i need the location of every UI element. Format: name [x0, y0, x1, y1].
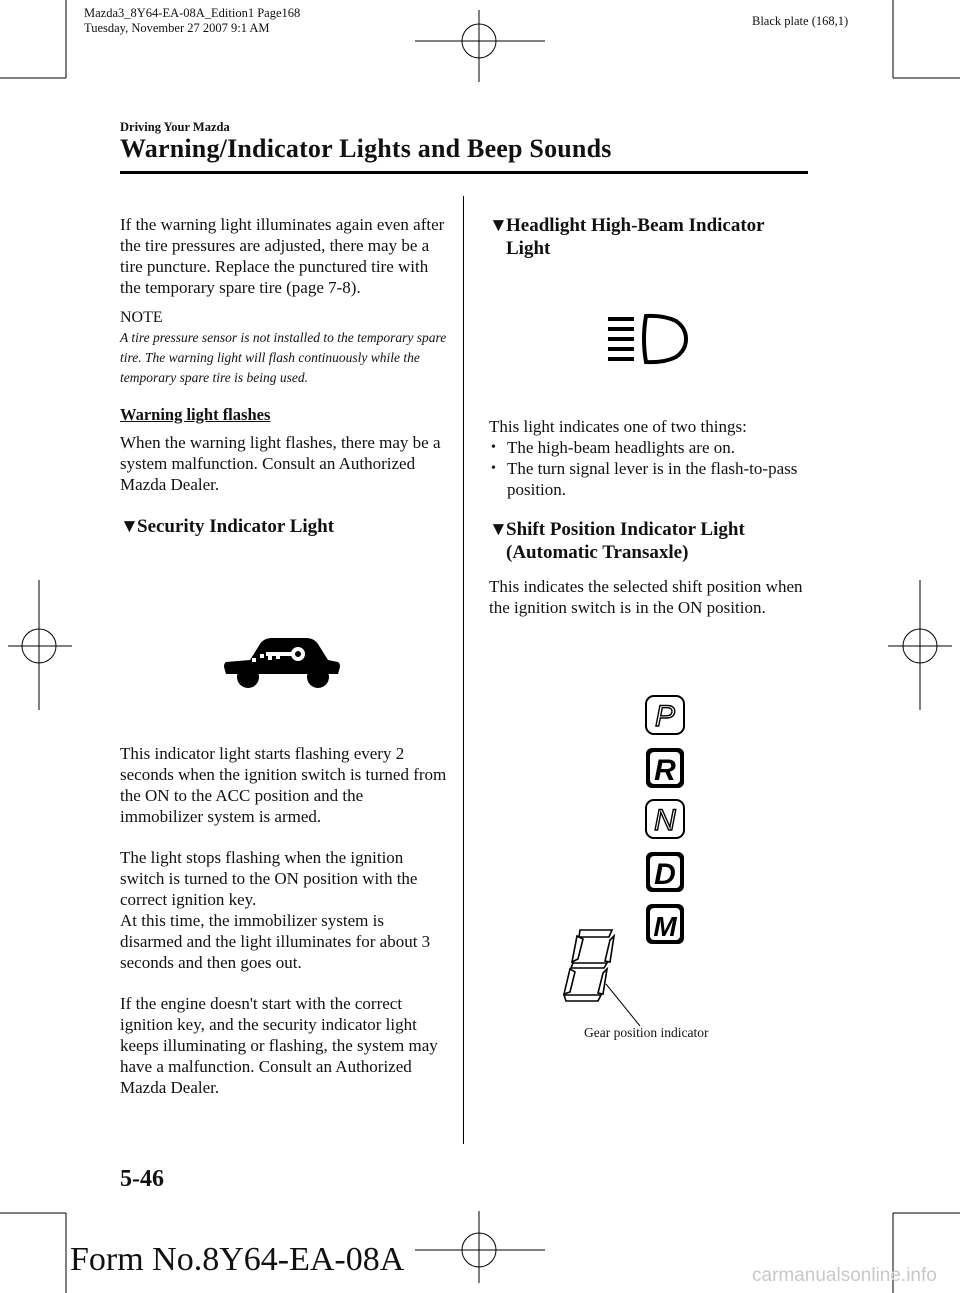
triangle-bullet-icon: ▼ — [120, 516, 139, 537]
security-paragraph-2a: The light stops flashing when the ignition switch is turned to the ON position with the correct ignition key. — [120, 848, 418, 909]
security-body — [120, 743, 450, 1098]
page-number: 5-46 — [120, 1166, 164, 1192]
flash-heading: Warning light flashes — [120, 405, 271, 424]
beam-heading — [489, 214, 807, 260]
leader-line — [606, 984, 640, 1026]
file-info — [84, 6, 300, 36]
triangle-bullet-icon: ▼ — [489, 215, 508, 236]
security-car-icon — [222, 632, 342, 690]
intro-paragraph: If the warning light illuminates again even after the tire pressures are adjusted, there may be a tire puncture. Replace the punctured tire with the temporary spare tire (page 7-8). — [120, 215, 445, 297]
gear-m-letter: M — [653, 911, 677, 942]
gear-d-indicator — [646, 852, 684, 892]
gear-position-label: Gear position indicator — [584, 1025, 709, 1040]
beam-heading-line-1: Headlight High-Beam Indicator — [506, 215, 765, 236]
security-paragraph-2b: At this time, the immobilizer system is disarmed and the light illuminates for about 3 seconds and then goes out. — [120, 911, 431, 972]
seven-segment-indicator — [564, 930, 614, 1001]
shift-heading-line-2: (Automatic Transaxle) — [506, 542, 689, 563]
shift-paragraph: This indicates the selected shift position when the ignition switch is in the ON position. — [489, 577, 803, 617]
note-text: A tire pressure sensor is not installed to the temporary spare tire. The warning light will flash continuously while the temporary spare tire is being used. — [120, 330, 447, 385]
gear-p-indicator — [646, 696, 684, 734]
high-beam-icon — [606, 313, 688, 365]
gear-p-letter: P — [654, 700, 676, 733]
left-column — [120, 214, 450, 538]
gear-d-letter: D — [654, 858, 676, 891]
security-paragraph-3: If the engine doesn't start with the correct ignition key, and the security indicator light keeps illuminating or flashing, the system may have a malfunction. Consult an Authorized Mazda Dealer. — [120, 994, 438, 1097]
security-paragraph-1: This indicator light starts flashing every 2 seconds when the ignition switch is turned from the ON to the ACC position and the immobilizer system is armed. — [120, 744, 447, 826]
right-column — [489, 214, 807, 260]
plate-label: Black plate (168,1) — [752, 14, 849, 28]
gear-m-indicator — [646, 904, 684, 944]
shift-indicator-diagram — [540, 690, 760, 1030]
watermark: carmanualsonline.info — [752, 1265, 937, 1286]
security-heading-text: Security Indicator Light — [137, 516, 335, 537]
beam-list-item: • The turn signal lever is in the flash-to-pass position. — [489, 458, 809, 500]
beam-heading-line-2: Light — [506, 238, 551, 259]
beam-intro: This light indicates one of two things: — [489, 417, 747, 436]
flash-paragraph: When the warning light flashes, there may be a system malfunction. Consult an Authorized Mazda Dealer. — [120, 433, 441, 494]
gear-r-letter: R — [654, 754, 676, 787]
beam-body — [489, 416, 809, 618]
file-line: Mazda3_8Y64-EA-08A_Edition1 Page168 — [84, 6, 301, 20]
shift-heading-line-1: Shift Position Indicator Light — [506, 519, 745, 540]
note-label: NOTE — [120, 309, 163, 326]
title-rule — [120, 171, 808, 174]
triangle-bullet-icon: ▼ — [489, 519, 508, 540]
shift-heading — [489, 518, 809, 564]
gear-r-indicator — [646, 748, 684, 788]
date-line: Tuesday, November 27 2007 9:1 AM — [84, 21, 270, 35]
section-label: Driving Your Mazda — [120, 120, 230, 134]
beam-list-item: • The high-beam headlights are on. — [489, 437, 809, 458]
security-heading — [120, 515, 450, 538]
gear-n-letter: N — [654, 804, 676, 837]
gear-n-indicator — [646, 800, 684, 838]
page-title: Warning/Indicator Lights and Beep Sounds — [120, 134, 612, 163]
form-number: Form No.8Y64-EA-08A — [70, 1241, 405, 1278]
column-divider — [463, 196, 464, 1144]
